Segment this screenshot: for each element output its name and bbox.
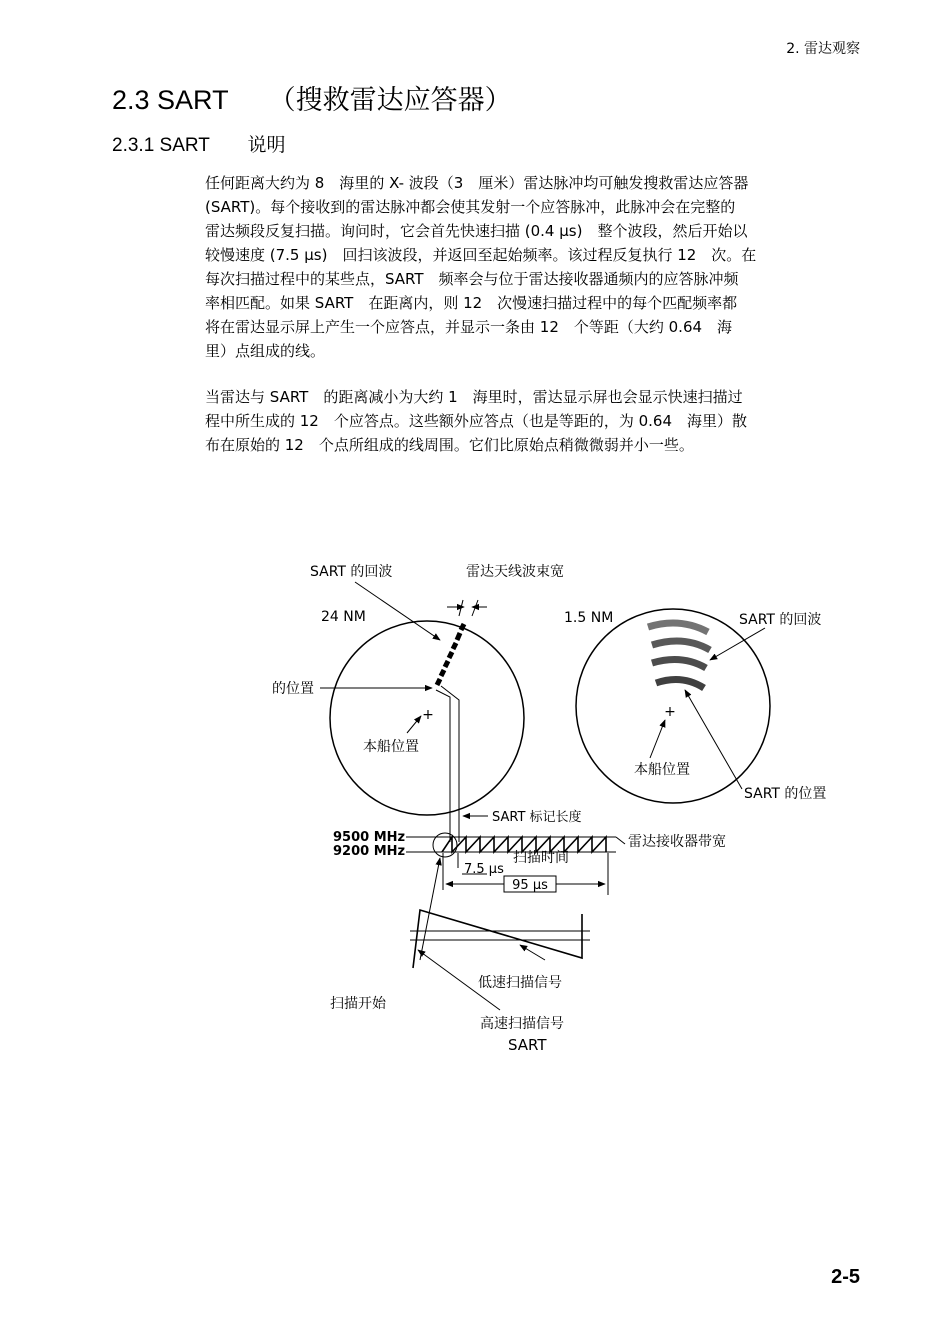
label-receiver-bandwidth: 雷达接收器带宽 bbox=[628, 834, 726, 850]
label-sart-echo-left: SART 的回波 bbox=[310, 564, 393, 580]
subsection-title: 2.3.1 SART 说明 bbox=[112, 135, 286, 156]
label-95us: 95 μs bbox=[512, 878, 548, 893]
label-sart-mark-length: SART 标记长度 bbox=[492, 810, 582, 825]
sart-diagram bbox=[0, 540, 950, 1060]
own-ship-marker-right: + bbox=[664, 704, 676, 720]
label-freq-9500: 9500 MHz bbox=[333, 830, 406, 845]
label-7-5us: 7.5 μs bbox=[464, 862, 504, 877]
paragraph-line: 较慢速度 (7.5 μs) 回扫该波段，并返回至起始频率。该过程反复执行 12 次。在 bbox=[205, 246, 757, 264]
label-own-ship-right: 本船位置 bbox=[634, 762, 690, 778]
paragraph-line: 任何距离大约为 8 海里的 X- 波段（3 厘米）雷达脉冲均可触发搜救雷达应答器 bbox=[205, 174, 749, 192]
label-slow-sweep-signal: 低速扫描信号 bbox=[478, 975, 562, 991]
label-fast-sweep-signal: 高速扫描信号 bbox=[480, 1016, 564, 1032]
label-sart-position-right: SART 的位置 bbox=[744, 786, 827, 802]
label-range-1-5nm: 1.5 NM bbox=[564, 610, 614, 626]
paragraph-1 bbox=[205, 171, 863, 363]
sart-echo-arcs bbox=[648, 623, 710, 688]
label-sart-caption: SART bbox=[508, 1036, 547, 1054]
label-sart-echo-right: SART 的回波 bbox=[739, 612, 822, 628]
label-range-24nm: 24 NM bbox=[321, 609, 366, 625]
label-position-left: 的位置 bbox=[272, 681, 314, 697]
section-title: 2.3 SART （搜救雷达应答器） bbox=[112, 85, 512, 115]
label-own-ship-left: 本船位置 bbox=[363, 739, 419, 755]
paragraph-line: 将在雷达显示屏上产生一个应答点，并显示一条由 12 个等距（大约 0.64 海 bbox=[205, 318, 733, 336]
paragraph-line: 里）点组成的线。 bbox=[205, 342, 326, 360]
label-sweep-start: 扫描开始 bbox=[330, 996, 386, 1012]
sart-echo-dashes bbox=[437, 624, 464, 685]
page-number: 2-5 bbox=[831, 1266, 860, 1288]
paragraph-line: 雷达频段反复扫描。询问时，它会首先快速扫描 (0.4 μs) 整个波段，然后开始以 bbox=[205, 222, 748, 240]
paragraph-2 bbox=[205, 385, 863, 457]
paragraph-line: 当雷达与 SART 的距离减小为大约 1 海里时，雷达显示屏也会显示快速扫描过 bbox=[205, 388, 743, 406]
paragraph-line: 布在原始的 12 个点所组成的线周围。它们比原始点稍微微弱并小一些。 bbox=[205, 436, 694, 454]
own-ship-marker-left: + bbox=[422, 707, 434, 723]
slow-sweep-signal bbox=[410, 910, 590, 968]
label-sweep-time: 扫描时间 bbox=[513, 850, 569, 866]
paragraph-line: 率相匹配。如果 SART 在距离内，则 12 次慢速扫描过程中的每个匹配频率都 bbox=[205, 294, 738, 312]
label-beamwidth: 雷达天线波束宽 bbox=[466, 564, 564, 580]
paragraph-line: 程中所生成的 12 个应答点。这些额外应答点（也是等距的，为 0.64 海里）散 bbox=[205, 412, 748, 430]
chapter-header: 2. 雷达观察 bbox=[786, 41, 860, 57]
paragraph-line: (SART)。每个接收到的雷达脉冲都会使其发射一个应答脉冲，此脉冲会在完整的 bbox=[205, 198, 736, 216]
paragraph-line: 每次扫描过程中的某些点，SART 频率会与位于雷达接收器通频内的应答脉冲频 bbox=[205, 270, 739, 288]
label-freq-9200: 9200 MHz bbox=[333, 844, 406, 859]
